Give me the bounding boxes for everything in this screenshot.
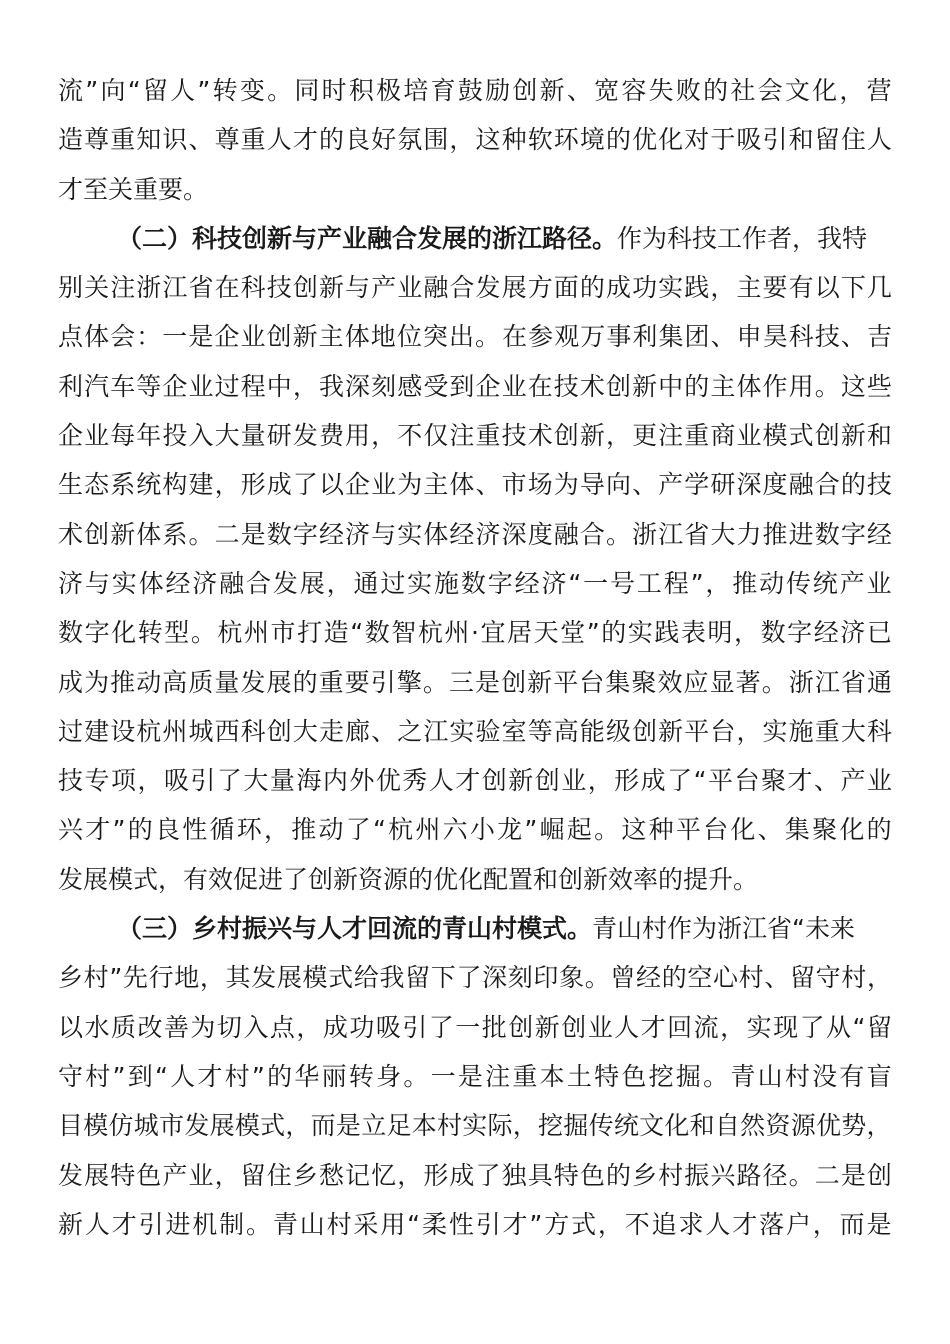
line-text: 作为科技工作者，我特 bbox=[617, 223, 868, 253]
text-line bbox=[58, 165, 892, 214]
text-line: 利 汽 车 等 企 业 过 程 中 ， 我 深 刻 感 受 到 企 业 在 技 术 创 新 中 的 主 体 作 用 。 这 些 bbox=[58, 371, 892, 401]
text-line: 别 关 注 浙 江 省 在 科 技 创 新 与 产 业 融 合 发 展 方 面 的 成 功 实 践 ， 主 要 有 以 下 几 bbox=[58, 273, 892, 303]
text-line bbox=[58, 855, 892, 904]
text-line: 乡 村 ” 先 行 地 ， 其 发 展 模 式 给 我 留 下 了 深 刻 印 象 。 曾 经 的 空 心 村 、 留 守 村 ， bbox=[58, 963, 892, 993]
text-line: 点 体 会 ： 一 是 企 业 创 新 主 体 地 位 突 出 。 在 参 观 万 事 利 集 团 、 申 昊 科 技 、 吉 bbox=[58, 322, 892, 352]
text-line: 流 ” 向 “ 留 人 ” 转 变 。 同 时 积 极 培 育 鼓 励 创 新 、 宽 容 失 败 的 社 会 文 化 ， 营 bbox=[58, 76, 892, 105]
text-line: 数 字 化 转 型 。 杭 州 市 打 造 “ 数 智 杭 州 · 宜 居 天 堂 ” 的 实 践 表 明 ， 数 字 经 济 已 bbox=[58, 618, 892, 648]
line-text: 才至关重要。 bbox=[58, 174, 209, 204]
text-line: 发 展 特 色 产 业 ， 留 住 乡 愁 记 忆 ， 形 成 了 独 具 特 色 的 乡 村 振 兴 路 径 。 二 是 创 bbox=[58, 1160, 892, 1190]
line-text: 发展模式，有效促进了创新资源的优化配置和创新效率的提升。 bbox=[58, 864, 759, 894]
text-line: 守 村 ” 到 “ 人 才 村 ” 的 华 丽 转 身 。 一 是 注 重 本 土 特 色 挖 掘 。 青 山 村 没 有 盲 bbox=[58, 1061, 892, 1091]
text-line: 企 业 每 年 投 入 大 量 研 发 费 用 ， 不 仅 注 重 技 术 创 新 ， 更 注 重 商 业 模 式 创 新 和 bbox=[58, 421, 892, 451]
text-line: 技 专 项 ， 吸 引 了 大 量 海 内 外 优 秀 人 才 创 新 创 业 ， 形 成 了 “ 平 台 聚 才 、 产 业 bbox=[58, 766, 892, 796]
text-line: 济 与 实 体 经 济 融 合 发 展 ， 通 过 实 施 数 字 经 济 “ 一 号 工 程 ” ， 推 动 传 统 产 业 bbox=[58, 568, 892, 598]
section-heading: （三）乡村振兴与人才回流的青山村模式。 bbox=[117, 914, 593, 944]
text-line: 造 尊 重 知 识 、 尊 重 人 才 的 良 好 氛 围 ， 这 种 软 环 境 的 优 化 对 于 吸 引 和 留 住 人 bbox=[58, 125, 892, 155]
line-text: 青山村作为浙江省“未来 bbox=[592, 914, 855, 944]
section-heading: （二）科技创新与产业融合发展的浙江路径。 bbox=[117, 223, 618, 253]
text-line: 过 建 设 杭 州 城 西 科 创 大 走 廊 、 之 江 实 验 室 等 高 能 级 创 新 平 台 ， 实 施 重 大 科 bbox=[58, 716, 892, 746]
text-line: 兴 才 ” 的 良 性 循 环 ， 推 动 了 “ 杭 州 六 小 龙 ” 崛 起 。 这 种 平 台 化 、 集 聚 化 的 bbox=[58, 815, 892, 845]
text-line: 术 创 新 体 系 。 二 是 数 字 经 济 与 实 体 经 济 深 度 融 合 。 浙 江 省 大 力 推 进 数 字 经 bbox=[58, 519, 892, 549]
section-heading-line bbox=[58, 214, 892, 263]
text-line: 新 人 才 引 进 机 制 。 青 山 村 采 用 “ 柔 性 引 才 ” 方 式 ， 不 追 求 人 才 落 户 ， 而 是 bbox=[58, 1209, 892, 1239]
section-heading-line bbox=[58, 904, 892, 953]
document-page bbox=[58, 66, 892, 1249]
text-line: 以 水 质 改 善 为 切 入 点 ， 成 功 吸 引 了 一 批 创 新 创 业 人 才 回 流 ， 实 现 了 从 “ 留 bbox=[58, 1012, 892, 1042]
text-line: 成 为 推 动 高 质 量 发 展 的 重 要 引 擎 。 三 是 创 新 平 台 集 聚 效 应 显 著 。 浙 江 省 通 bbox=[58, 667, 892, 697]
text-line: 生 态 系 统 构 建 ， 形 成 了 以 企 业 为 主 体 、 市 场 为 导 向 、 产 学 研 深 度 融 合 的 技 bbox=[58, 470, 892, 500]
text-line: 目 模 仿 城 市 发 展 模 式 ， 而 是 立 足 本 村 实 际 ， 挖 掘 传 统 文 化 和 自 然 资 源 优 势 ， bbox=[58, 1111, 892, 1141]
